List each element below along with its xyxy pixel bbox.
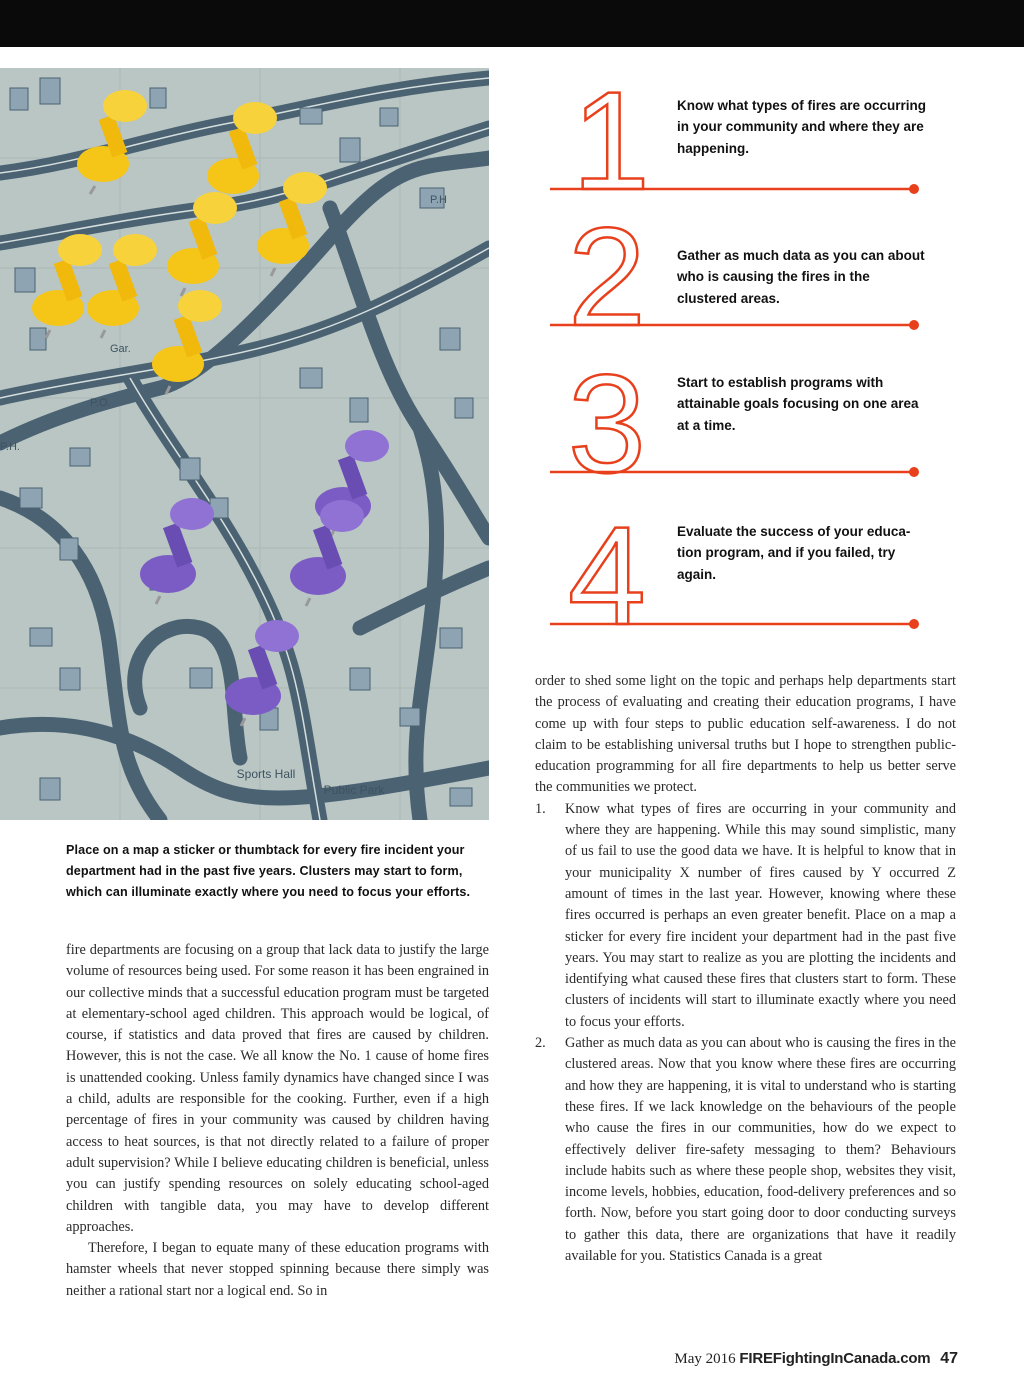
body-paragraph: fire departments are focusing on a group that lack data to justify the large volume of resources being used. For some reason it has been engrained in our collective minds that a successful education program must be targeted at elementary-school aged children. This approach would be logical, of course, if statistics and data proved that fires are caused by children. However, this is not the case. We all know the No. 1 cause of home fires is unattended cooking. Unless family dynamics have changed since I was a child, adults are responsible for the cooking. Further, even if a high percentage of fires in your community was caused by children having access to heat sources, is that not directly related to a failure of proper adult supervision? While I believe educating children is beneficial, unless you can justify spending resources on solely educating school-aged children with tangible data, you may have to develop different approaches. (66, 942, 489, 1235)
body-column-left (66, 940, 489, 1302)
step-number-4: 4 (568, 497, 646, 642)
page-number: 47 (940, 1350, 958, 1367)
page-footer (674, 1350, 958, 1368)
list-number: 1. (535, 800, 546, 817)
map-label-sports-hall: Sports Hall (236, 767, 296, 781)
map-illustration (0, 68, 489, 820)
website-link[interactable]: FIREFightingInCanada.com (739, 1350, 931, 1367)
body-paragraph: order to shed some light on the topic and perhaps help departments start the process of evaluating and creating their education programs, I have come up with four steps to public education self-awareness. I do not claim to be establishing universal truths but I hope to strengthen public-education programming for all fire departments to help us better serve the communities we protect. (535, 673, 956, 796)
top-black-bar (0, 0, 1024, 47)
step-number-3: 3 (568, 345, 646, 502)
map-label-gar: Gar. (110, 343, 131, 355)
map-label-po: P.O. (90, 397, 111, 409)
body-column-right (535, 671, 956, 1267)
step-number-2: 2 (568, 198, 646, 355)
step-4-text: Evaluate the success of your educa-tion program, and if you failed, try again. (677, 524, 911, 582)
map-caption: Place on a map a sticker or thumbtack for every fire incident your department had in the past five years. Clusters may start to form, which can illuminate exactly where you need to focus your efforts. (66, 843, 471, 899)
step-number-1: 1 (572, 72, 650, 219)
map-label-ph: P.H. (0, 441, 20, 453)
step-2-text: Gather as much data as you can about who is causing the fires in the clustered areas. (677, 248, 925, 306)
issue-date: May 2016 (674, 1351, 736, 1367)
map-label-public-park: Public Park (323, 783, 385, 797)
body-paragraph: Therefore, I began to equate many of these education programs with hamster wheels that never stopped spinning because there simply was neither a rational start nor a logical end. So in (66, 1240, 489, 1299)
step-3-text: Start to establish programs with attainable goals focusing on one area at a time. (677, 375, 919, 433)
list-item (535, 1033, 956, 1267)
list-text: Know what types of fires are occurring in your community and where they are happening. While this may sound simplistic, many of us fail to use the good data we have. It is helpful to know that in your municipality X number of fires caused by Y occurred Z amount of times in the last year. However, knowing where these fires occurred is perhaps an even greater benefit. Place on a map a sticker for every fire incident your department had in the past five years. You may start to realize as you are plotting the incidents and identifying what caused these fires that clusters start to form. These clusters of incidents will start to illuminate exactly where you need to focus your efforts. (565, 800, 956, 1030)
list-number: 2. (535, 1035, 546, 1052)
map-label-ph-2: P.H (430, 194, 447, 206)
list-text: Gather as much data as you can about who is causing the fires in the clustered areas. Now that you know where these fires are occurring and how they are happening, it is vital to understand who is starting these fires. If we lack knowledge on the behaviours of the people who cause the fires in our communities, how do we expect to effectively deliver fire-safety messaging to them? Behaviours include habits such as where these people shop, websites they visit, income levels, hobbies, education, food-delivery preferences and so forth. Now, before you start going door to door conducting surveys to gather this data, there are organizations that have it readily available for you. Statistics Canada is a great (565, 1035, 956, 1265)
step-1-text: Know what types of fires are occurring in your community and where they are happening. (677, 98, 927, 156)
list-item (535, 799, 956, 1033)
